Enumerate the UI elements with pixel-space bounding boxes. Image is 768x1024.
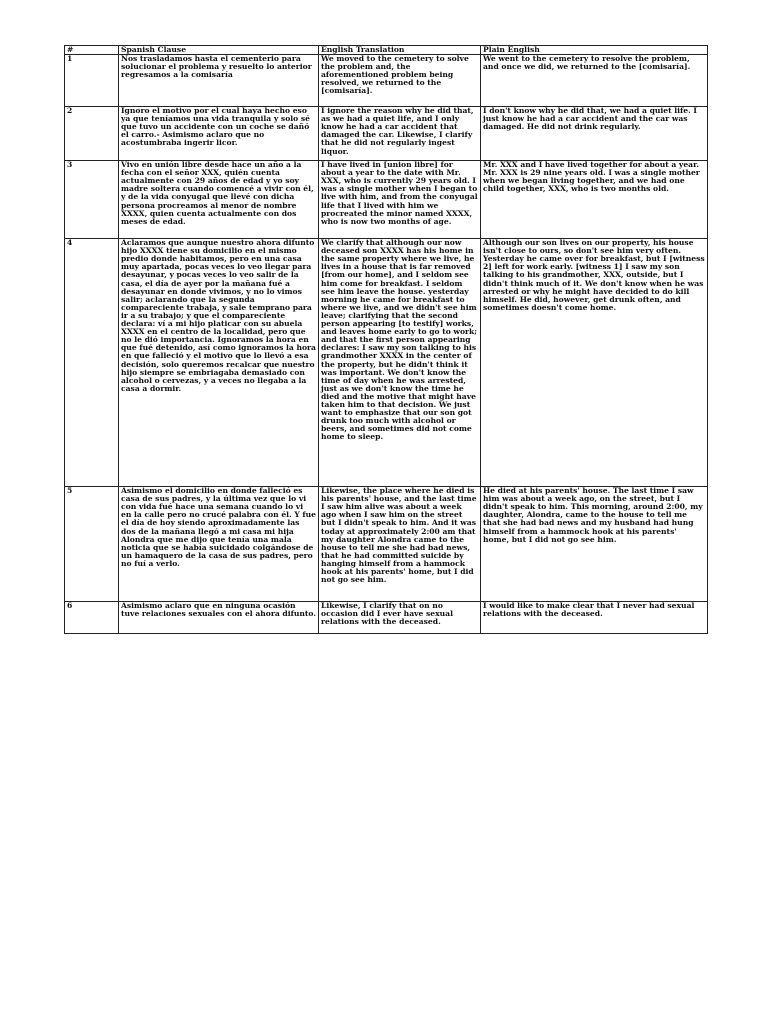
english-translation: We clarify that although our now deceased son XXXX has his home in the same property where we live, he lives in a house that is far removed [from our home], and I seldom see him come for breakfast. I seldom see him leave the house. yesterday morning he came for breakfast to where we live, and we didn't see him leave; clarifying that the second person appearing [to testify] works, and leaves home early to go to work; and that the first person appearing declares: I saw my son talking to his grandmother XXXX in the center of the property, but he didn't think it was important. We don't know the time of day when he was arrested, just as we don't know the time he died and the motive that might have taken him to that decision. We just want to emphasize that our son got drunk too much with alcohol or beers, and sometimes did not come home to sleep. bbox=[319, 239, 481, 487]
english-translation: I have lived in [union libre] for about a year to the date with Mr. XXX, who is currently 29 years old. I was a single mother when I began to live with him, and from the conyugal life that I lived with him we procreated the minor named XXXX, who is now two months of age. bbox=[319, 161, 481, 239]
spanish-clause: Asimismo aclaro que en ninguna ocasión tuve relaciones sexuales con el ahora difunto. bbox=[119, 602, 319, 634]
plain-english: We went to the cemetery to resolve the problem, and once we did, we returned to the [comisaría]. bbox=[481, 55, 708, 107]
spanish-clause: Aclaramos que aunque nuestro ahora difunto hijo XXXX tiene su domicilio en el mismo predio donde habitamos, pero en una casa muy apartada, pocas veces lo veo llegar para desayunar, y pocas veces lo veo salir de la casa, el día de ayer por la mañana fué a desayunar en donde vivimos, y no lo vimos salir; aclarando que la segunda compareciente trabaja, y sale temprano para ir a su trabajo; y que el compareciente declara: ví a mi hijo platicar con su abuela XXXX en el centro de la localidad, pero que no le dió importancia. Ignoramos la hora en que fué detenido, así como ignoramos la hora en que falleció y el motivo que lo llevó a esa decisión, solo queremos recalcar que nuestro hijo siempre se embriagaba demasiado con alcohol o cervezas, y a veces no llegaba a la casa a dormir. bbox=[119, 239, 319, 487]
english-translation: Likewise, I clarify that on no occasion did I ever have sexual relations with the deceased. bbox=[319, 602, 481, 634]
table-row bbox=[65, 161, 708, 239]
table-row bbox=[65, 239, 708, 487]
table-row bbox=[65, 487, 708, 602]
english-translation: Likewise, the place where he died is his parents' house, and the last time I saw him alive was about a week ago when I saw him on the street but I didn't speak to him. And it was today at approximately 2:00 am that my daughter Alondra came to the house to tell me she had bad news, that he had committed suicide by hanging himself from a hammock hook at his parents' home, but I did not go see him. bbox=[319, 487, 481, 602]
header-row bbox=[65, 46, 708, 55]
row-number: 4 bbox=[65, 239, 119, 487]
plain-english: Although our son lives on our property, his house isn't close to ours, so don't see him very often. Yesterday he came over for breakfast, but I [witness 2] left for work early. [witness 1] I saw my son talking to his grandmother, XXX, outside, but I didn't think much of it. We don't know when he was arrested or why he might have decided to do kill himself. He did, however, get drunk often, and sometimes doesn't come home. bbox=[481, 239, 708, 487]
row-number: 1 bbox=[65, 55, 119, 107]
english-translation: We moved to the cemetery to solve the problem and, the aforementioned problem being resolved, we returned to the [comisaría]. bbox=[319, 55, 481, 107]
row-number: 6 bbox=[65, 602, 119, 634]
english-translation: I ignore the reason why he did that, as we had a quiet life, and I only know he had a car accident that damaged the car. Likewise, I clarify that he did not regularly ingest liquor. bbox=[319, 107, 481, 161]
spanish-clause: Vivo en unión libre desde hace un año a la fecha con el señor XXX, quién cuenta actualmente con 29 años de edad y yo soy madre soltera cuando comencé a vivir con él, y de la vida conyugal que llevé con dicha persona procreamos al menor de nombre XXXX, quien cuenta actualmente con dos meses de edad. bbox=[119, 161, 319, 239]
table-row bbox=[65, 107, 708, 161]
table-row bbox=[65, 55, 708, 107]
spanish-clause: Asimismo el domicilio en donde falleció es casa de sus padres, y la última vez que lo vi con vida fué hace una semana cuando lo vi en la calle pero no crucé palabra con él. Y fue el día de hoy siendo aproximadamente las dos de la mañana llegó a mi casa mi hija Alondra que me dijo que tenía una mala noticia que se había suicidado colgándose de un hamaquero de la casa de sus padres, pero no fuí a verlo. bbox=[119, 487, 319, 602]
spanish-clause: Nos trasladamos hasta el cementerio para solucionar el problema y resuelto lo anterior regresamos a la comisaría bbox=[119, 55, 319, 107]
header-english-translation: English Translation bbox=[319, 46, 481, 55]
plain-english: I don't know why he did that, we had a quiet life. I just know he had a car accident and the car was damaged. He did not drink regularly. bbox=[481, 107, 708, 161]
translation-table bbox=[64, 45, 708, 634]
spanish-clause: Ignoro el motivo por el cual haya hecho eso ya que teníamos una vida tranquila y solo sé que tuvo un accidente con un coche se dañó el carro.- Asimismo aclaro que no acostumbraba ingerir licor. bbox=[119, 107, 319, 161]
row-number: 2 bbox=[65, 107, 119, 161]
header-number: # bbox=[65, 46, 119, 55]
header-spanish-clause: Spanish Clause bbox=[119, 46, 319, 55]
plain-english: Mr. XXX and I have lived together for about a year. Mr. XXX is 29 nine years old. I was a single mother when we began living together, and we had one child together, XXX, who is two months old. bbox=[481, 161, 708, 239]
plain-english: He died at his parents' house. The last time I saw him was about a week ago, on the street, but I didn't speak to him. This morning, around 2:00, my daughter, Alondra, came to the house to tell me that she had bad news and my husband had hung himself from a hammock hook at his parents' home, but I did not go see him. bbox=[481, 487, 708, 602]
row-number: 5 bbox=[65, 487, 119, 602]
plain-english: I would like to make clear that I never had sexual relations with the deceased. bbox=[481, 602, 708, 634]
header-plain-english: Plain English bbox=[481, 46, 708, 55]
table-row bbox=[65, 602, 708, 634]
row-number: 3 bbox=[65, 161, 119, 239]
